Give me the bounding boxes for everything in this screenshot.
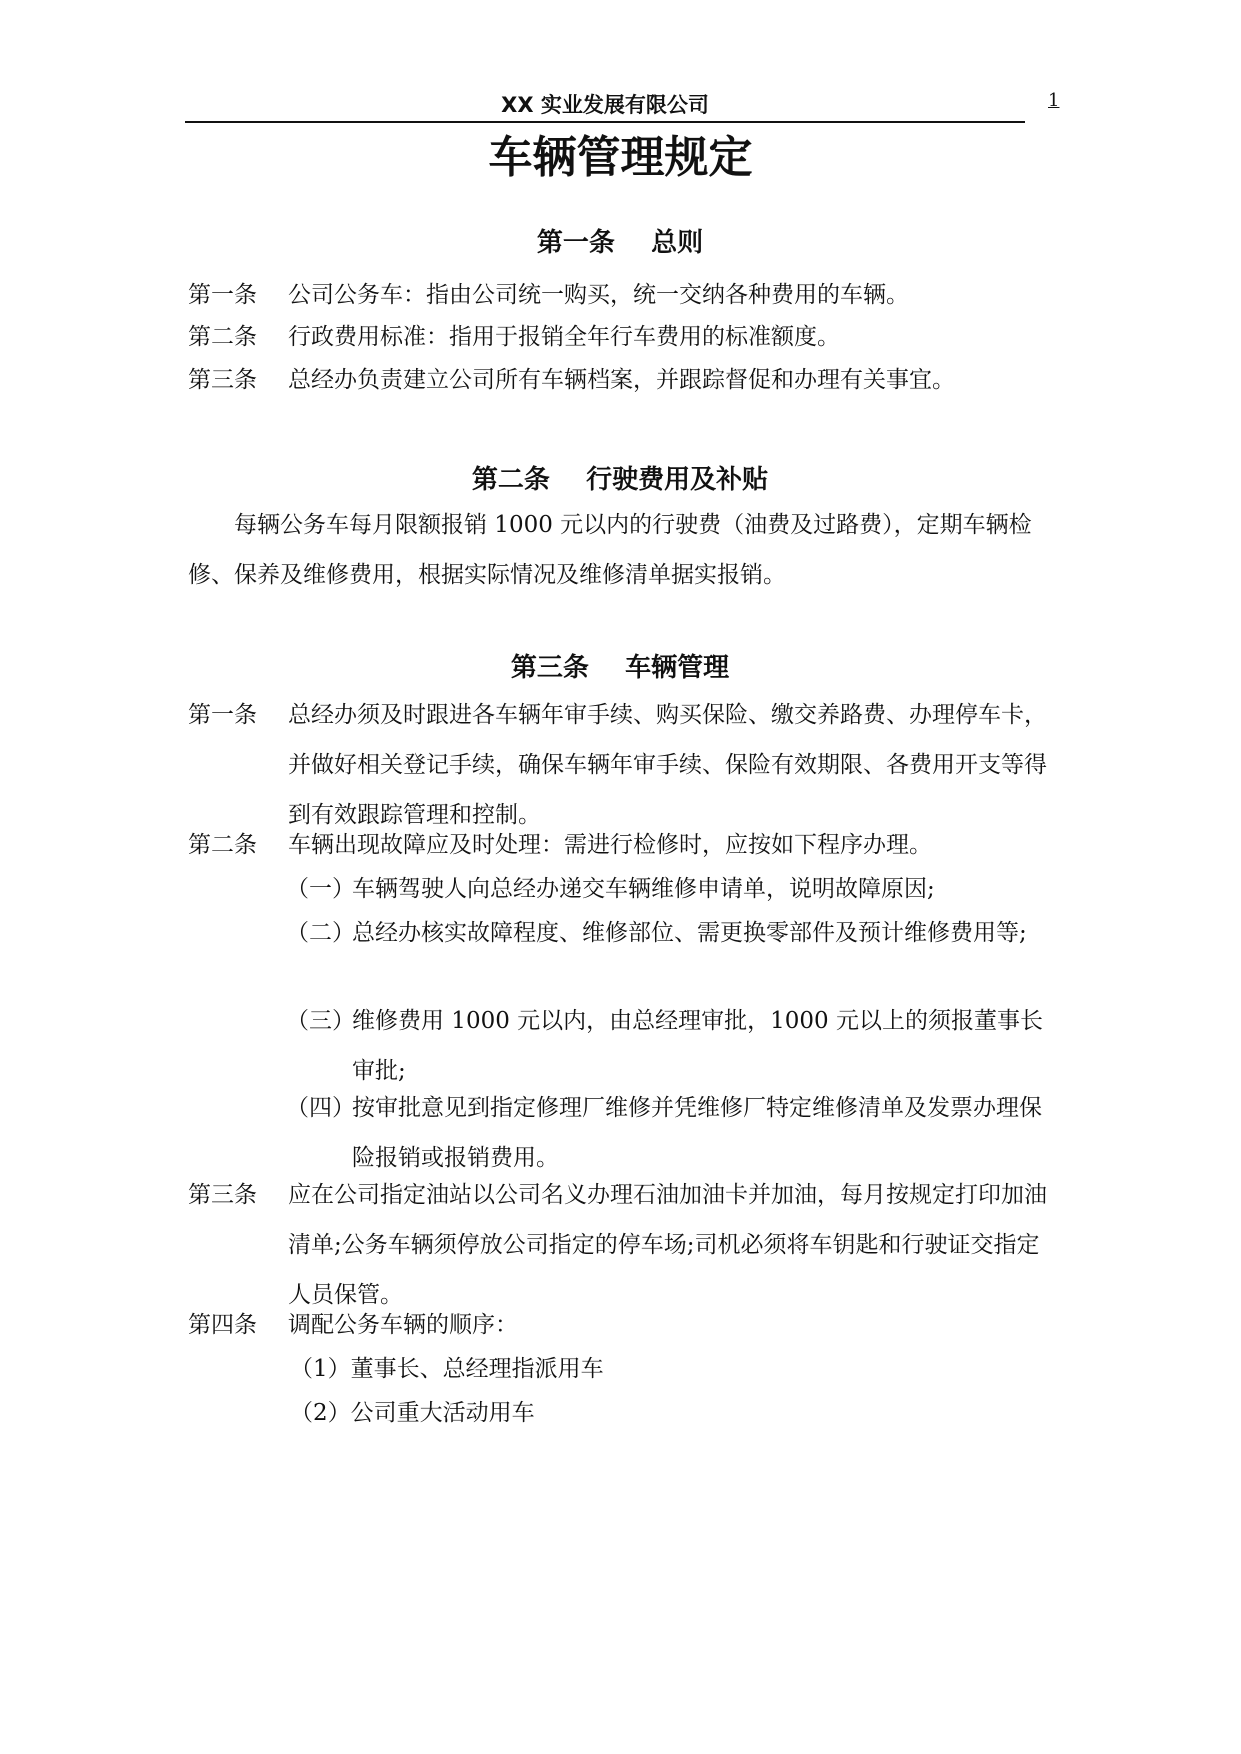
- clause-label: 第四条: [188, 1312, 257, 1338]
- section-paragraph: 每辆公务车每月限额报销 1000 元以内的行驶费（油费及过路费），定期车辆检修、保养及维修费用，根据实际情况及维修清单据实报销。: [188, 512, 1032, 588]
- procedure-step: [286, 996, 1058, 1096]
- header-company-name: XX 实业发展有限公司: [501, 93, 709, 117]
- document-title: 车辆管理规定: [488, 132, 753, 183]
- clause-item: [188, 820, 1058, 870]
- dispatch-order-item: （2）公司重大活动用车: [290, 1400, 535, 1426]
- clause-label: 第一条: [188, 282, 257, 308]
- procedure-step-text: 按审批意见到指定修理厂维修并凭维修厂特定维修清单及发票办理保险报销或报销费用。: [352, 1095, 1042, 1171]
- section-heading-vehicle-management: 第三条 车辆管理: [510, 653, 730, 683]
- section-heading-general: 第一条 总则: [536, 228, 704, 258]
- clause-item: [188, 1170, 1058, 1320]
- procedure-step-text: 车辆驾驶人向总经办递交车辆维修申请单，说明故障原因;: [352, 876, 935, 902]
- clause-item: [188, 690, 1058, 840]
- procedure-step-label: （四）: [286, 1095, 355, 1121]
- procedure-step-text: 维修费用 1000 元以内，由总经理审批，1000 元以上的须报董事长审批;: [352, 1008, 1043, 1084]
- dispatch-order-item: （1）董事长、总经理指派用车: [290, 1356, 604, 1382]
- procedure-step: [286, 864, 1058, 914]
- clause-label: 第一条: [188, 702, 257, 728]
- clause-item: [188, 355, 1058, 405]
- procedure-step: [286, 908, 1058, 958]
- procedure-step-label: （一）: [286, 876, 355, 902]
- clause-text: 总经办负责建立公司所有车辆档案，并跟踪督促和办理有关事宜。: [288, 367, 955, 393]
- procedure-step-text: 总经办核实故障程度、维修部位、需更换零部件及预计维修费用等;: [352, 920, 1027, 946]
- clause-label: 第二条: [188, 324, 257, 350]
- header-rule: [185, 121, 1025, 123]
- procedure-step-label: （三）: [286, 1008, 355, 1034]
- clause-text: 总经办须及时跟进各车辆年审手续、购买保险、缴交养路费、办理停车卡，并做好相关登记手续，确保车辆年审手续、保险有效期限、各费用开支等得到有效跟踪管理和控制。: [288, 702, 1047, 828]
- clause-text: 应在公司指定油站以公司名义办理石油加油卡并加油，每月按规定打印加油清单;公务车辆须停放公司指定的停车场;司机必须将车钥匙和行驶证交指定人员保管。: [288, 1182, 1047, 1308]
- procedure-step: [286, 1083, 1058, 1183]
- clause-text: 行政费用标准：指用于报销全年行车费用的标准额度。: [288, 324, 840, 350]
- procedure-step-label: （二）: [286, 920, 355, 946]
- clause-label: 第二条: [188, 832, 257, 858]
- clause-text: 公司公务车：指由公司统一购买，统一交纳各种费用的车辆。: [288, 282, 909, 308]
- clause-label: 第三条: [188, 367, 257, 393]
- clause-text: 车辆出现故障应及时处理：需进行检修时，应按如下程序办理。: [288, 832, 932, 858]
- clause-text: 调配公务车辆的顺序：: [288, 1312, 518, 1338]
- section-heading-driving-costs: 第二条 行驶费用及补贴: [471, 465, 769, 495]
- clause-item: [188, 1300, 1058, 1350]
- page-number: 1: [1048, 90, 1060, 111]
- clause-label: 第三条: [188, 1182, 257, 1208]
